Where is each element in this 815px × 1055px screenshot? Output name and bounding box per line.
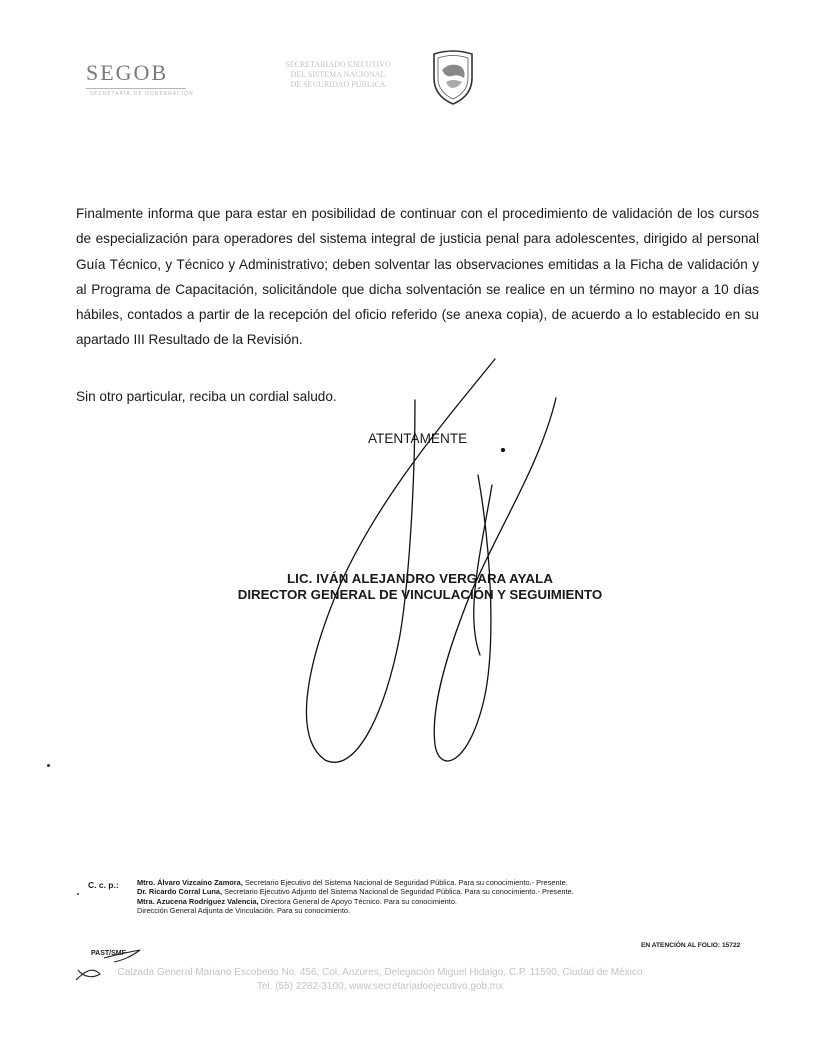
footer bbox=[100, 966, 660, 994]
body-paragraph: Finalmente informa que para estar en posibilidad de continuar con el procedimiento de validación de los cursos de especialización para operadores del sistema integral de justicia penal para adolescentes, dirigido al personal Guía Técnico, y Técnico y Administrativo; deben solventar las observaciones emitidas a la Ficha de validación y al Programa de Capacitación, solicitándole que dicha solventación se realice en un término no mayor a 10 días hábiles, contados a partir de la recepción del oficio referido (se anexa copia), de acuerdo a lo establecido en su apartado III Resultado de la Revisión. bbox=[76, 206, 759, 348]
ccp-recipient bbox=[137, 906, 574, 915]
signatory-title: DIRECTOR GENERAL DE VINCULACIÓN Y SEGUIMIENTO bbox=[237, 587, 603, 602]
ccp-recipient-name: Dr. Ricardo Corral Luna, bbox=[137, 887, 223, 897]
salutation: ATENTAMENTE bbox=[368, 431, 468, 446]
ccp-recipient bbox=[137, 897, 574, 906]
scan-speck bbox=[77, 893, 79, 895]
segob-logo-rule bbox=[86, 88, 186, 89]
ccp-recipient-detail: Dirección General Adjunta de Vinculación. Para su conocimiento. bbox=[137, 906, 351, 916]
sesnsp-header-text bbox=[282, 60, 394, 90]
sesnsp-line: DE SEGURIDAD PÚBLICA bbox=[290, 80, 386, 89]
handwritten-signature bbox=[270, 355, 580, 775]
ccp-recipient-name: Mtro. Álvaro Vizcaíno Zamora, bbox=[137, 878, 243, 887]
scan-speck bbox=[47, 764, 50, 767]
folio-reference: EN ATENCIÓN AL FOLIO: 15722 bbox=[641, 942, 741, 949]
sesnsp-seal-icon bbox=[430, 48, 476, 106]
segob-subtitle: SECRETARÍA DE GOBERNACIÓN bbox=[90, 91, 194, 97]
sesnsp-line: SECRETARIADO EJECUTIVO bbox=[285, 60, 391, 69]
ccp-label: C. c. p.: bbox=[88, 880, 119, 890]
sesnsp-line: DEL SISTEMA NACIONAL bbox=[290, 70, 386, 79]
closing-line: Sin otro particular, reciba un cordial saludo. bbox=[76, 389, 337, 404]
footer-contact: Tel. (55) 2282-3100, www.secretariadoejecutivo.gob.mx bbox=[256, 981, 504, 992]
ccp-recipient-detail: Secretario Ejecutivo del Sistema Nacional de Seguridad Pública. Para su conocimiento.- Presente. bbox=[242, 878, 568, 887]
ccp-list bbox=[137, 878, 574, 916]
ccp-recipient bbox=[137, 878, 574, 887]
footer-address: Calzada General Mariano Escobedo No. 456, Col. Anzures, Delegación Miguel Hidalgo, C.P. 11590, Ciudad de México bbox=[117, 967, 643, 978]
initials: PAST/SMF bbox=[91, 950, 126, 957]
ccp-recipient-detail: Directora General de Apoyo Técnico. Para su conocimiento. bbox=[258, 896, 457, 906]
ccp-recipient bbox=[137, 887, 574, 896]
signatory-name: LIC. IVÁN ALEJANDRO VERGARA AYALA bbox=[286, 571, 554, 586]
segob-logo: SEGOB bbox=[86, 60, 169, 85]
ccp-recipient-detail: Secretario Ejecutivo Adjunto del Sistema Nacional de Seguridad Pública. Para su conocimiento.- Presente. bbox=[222, 887, 574, 897]
ccp-recipient-name: Mtra. Azucena Rodríguez Valencia, bbox=[137, 896, 259, 906]
